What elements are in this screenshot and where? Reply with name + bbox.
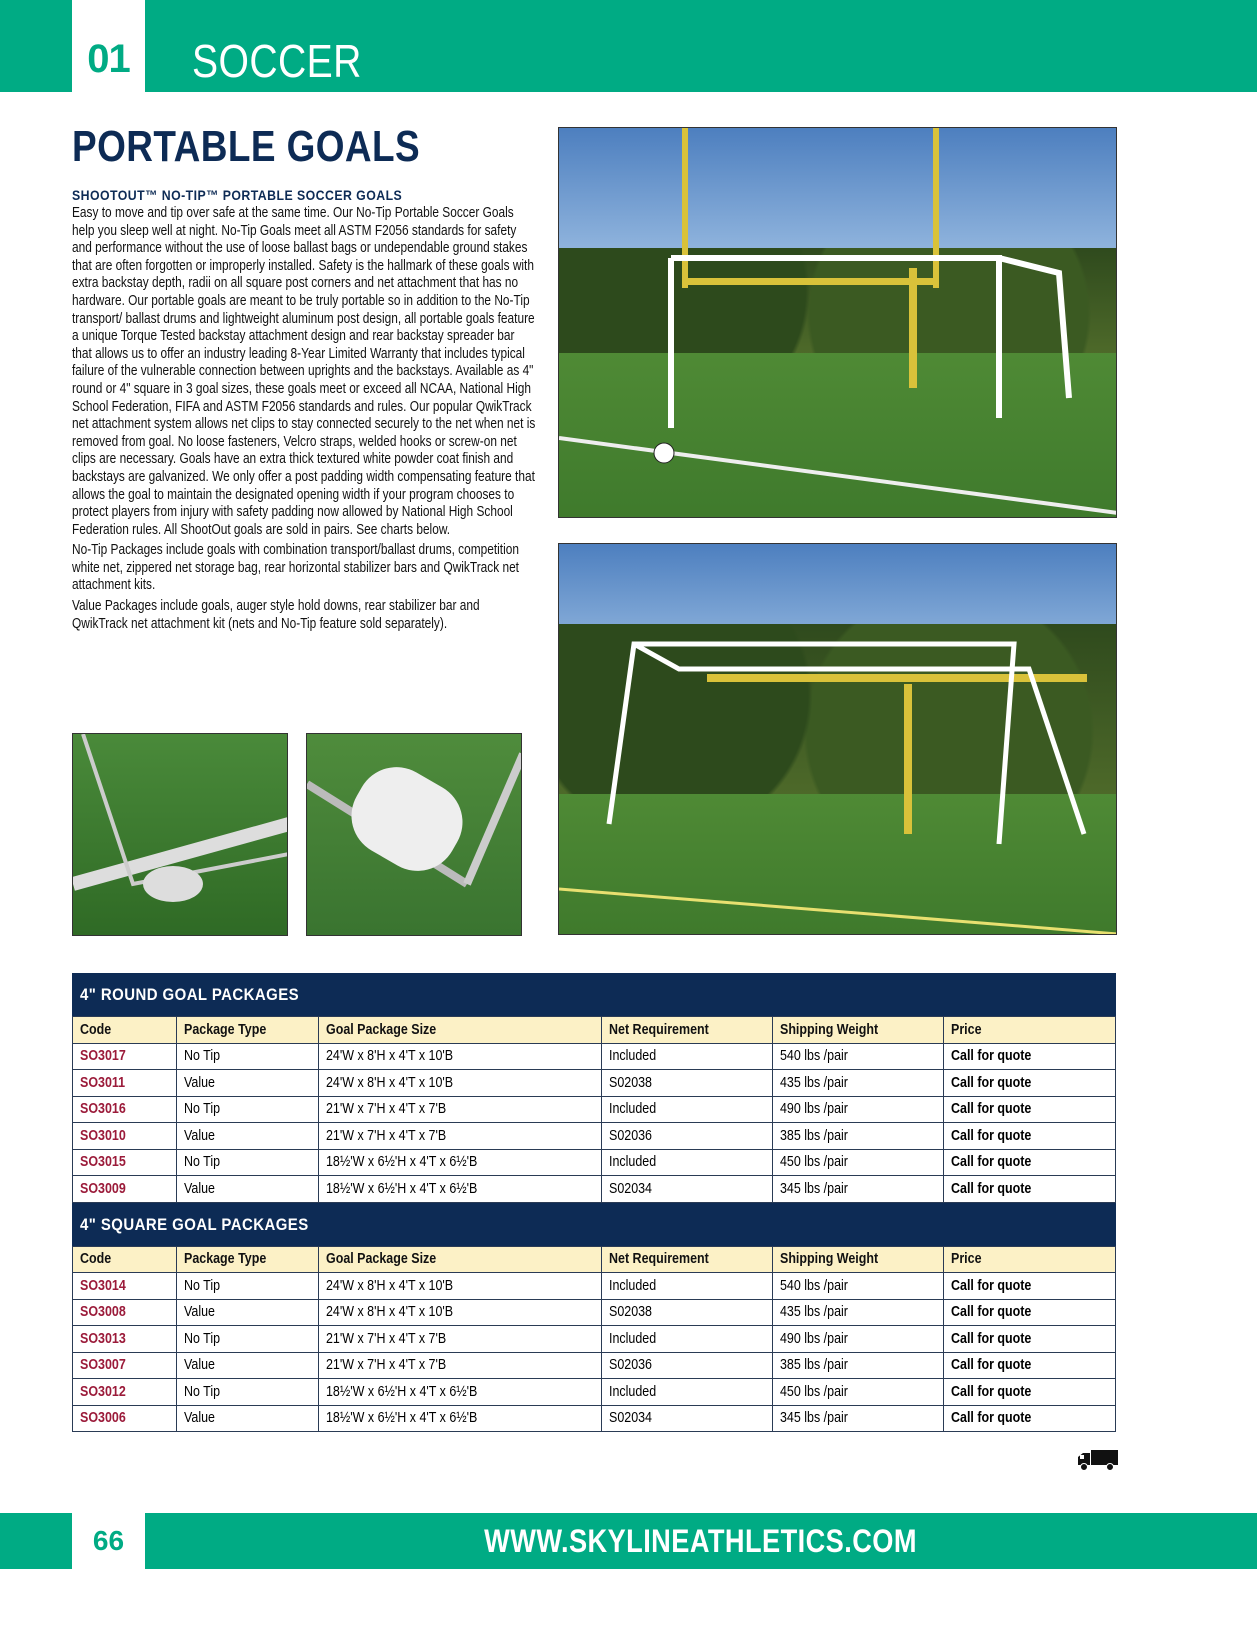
website-url[interactable]: WWW.SKYLINEATHLETICS.COM xyxy=(145,1513,1257,1569)
code-cell: SO3008 xyxy=(73,1299,177,1326)
table-row xyxy=(73,1405,1116,1432)
package-type-cell: No Tip xyxy=(176,1326,318,1353)
package-type-cell: Value xyxy=(176,1070,318,1097)
package-type-cell: Value xyxy=(176,1299,318,1326)
page-title: PORTABLE GOALS xyxy=(72,122,421,171)
page-number: 66 xyxy=(92,1525,125,1556)
package-type-cell: No Tip xyxy=(176,1043,318,1070)
goal-size-cell: 21'W x 7'H x 4'T x 7'B xyxy=(318,1326,602,1353)
goal-size-cell: 24'W x 8'H x 4'T x 10'B xyxy=(318,1273,602,1300)
package-type-cell: No Tip xyxy=(176,1149,318,1176)
section-title: SOCCER xyxy=(192,35,362,87)
description-paragraph: Easy to move and tip over safe at the same time. Our No-Tip Portable Soccer Goals help you sleep well at night. No-Tip Goals meet all ASTM F2056 standards for safety and performance without the use of loose ballast bags or undependable ground stakes that are often forgotten or improperly installed. Safety is the hallmark of these goals with extra backstay depth, radii on all square post corners and net attachment that has no hardware. Our portable goals are meant to be truly portable so in addition to the No-Tip transport/ ballast drums and lightweight aluminum post design, all portable goals feature a unique Torque Tested backstay attachment design and rear backstay spreader bar that allows us to offer an industry leading 8-Year Limited Warranty that includes typical failure of the vulnerable connection between uprights and the backstays. Available as 4" round or 4" square in 3 goal sizes, these goals meet or exceed all NCAA, National High School Federation, FIFA and ASTM F2056 standards and rules. Our popular QwikTrack net attachment system allows net clips to stay connected securely to the net when net is removed from goal. No loose fasteners, Velcro straps, welded hooks or screw-on net clips are necessary. Goals have an extra thick textured white powder coat finish and backstays are galvanized. We only offer a post padding width compensating feature that allows the goal to maintain the designated opening width if your program chooses to protect players from injury with safety padding now allowed by National High School Federation rules. All ShootOut goals are sold in pairs. See charts below. xyxy=(72,205,536,538)
table-row xyxy=(73,1043,1116,1070)
shipping-weight-cell: 450 lbs /pair xyxy=(773,1379,944,1406)
net-detail-photo xyxy=(72,733,288,936)
shipping-weight-cell: 490 lbs /pair xyxy=(773,1326,944,1353)
column-header: Net Requirement xyxy=(602,1017,773,1044)
code-cell: SO3012 xyxy=(73,1379,177,1406)
code-cell: SO3010 xyxy=(73,1123,177,1150)
goal-packages-tables xyxy=(72,973,1116,1432)
goal-size-cell: 18½'W x 6½'H x 4'T x 6½'B xyxy=(318,1379,602,1406)
price-cell: Call for quote xyxy=(944,1379,1116,1406)
shipping-weight-cell: 490 lbs /pair xyxy=(773,1096,944,1123)
header-left-block xyxy=(0,0,72,92)
goal-size-cell: 18½'W x 6½'H x 4'T x 6½'B xyxy=(318,1405,602,1432)
package-type-cell: Value xyxy=(176,1405,318,1432)
code-cell: SO3009 xyxy=(73,1176,177,1203)
goal-size-cell: 18½'W x 6½'H x 4'T x 6½'B xyxy=(318,1149,602,1176)
code-cell: SO3014 xyxy=(73,1273,177,1300)
net-requirement-cell: S02038 xyxy=(602,1299,773,1326)
code-cell: SO3016 xyxy=(73,1096,177,1123)
table-row xyxy=(73,1123,1116,1150)
price-cell: Call for quote xyxy=(944,1070,1116,1097)
price-cell: Call for quote xyxy=(944,1299,1116,1326)
square-goal-table xyxy=(72,1246,1116,1433)
net-requirement-cell: Included xyxy=(602,1379,773,1406)
net-requirement-cell: Included xyxy=(602,1096,773,1123)
price-cell: Call for quote xyxy=(944,1096,1116,1123)
ballast-drum-photo xyxy=(306,733,522,936)
column-header: Goal Package Size xyxy=(318,1017,602,1044)
net-requirement-cell: Included xyxy=(602,1273,773,1300)
package-type-cell: No Tip xyxy=(176,1096,318,1123)
column-header: Code xyxy=(73,1246,177,1273)
net-requirement-cell: S02036 xyxy=(602,1352,773,1379)
net-requirement-cell: S02034 xyxy=(602,1405,773,1432)
shipping-weight-cell: 540 lbs /pair xyxy=(773,1273,944,1300)
square-table-title: 4" SQUARE GOAL PACKAGES xyxy=(72,1203,1116,1246)
goal-action-photo xyxy=(558,127,1117,518)
column-header: Price xyxy=(944,1017,1116,1044)
net-requirement-cell: S02034 xyxy=(602,1176,773,1203)
column-header: Shipping Weight xyxy=(773,1246,944,1273)
table-row xyxy=(73,1352,1116,1379)
table-row xyxy=(73,1273,1116,1300)
description-paragraph: No-Tip Packages include goals with combination transport/ballast drums, competition white net, zippered net storage bag, rear horizontal stabilizer bars and QwikTrack net attachment kits. xyxy=(72,542,519,594)
column-header: Package Type xyxy=(176,1246,318,1273)
table-row xyxy=(73,1326,1116,1353)
price-cell: Call for quote xyxy=(944,1352,1116,1379)
description-paragraph: Value Packages include goals, auger style hold downs, rear stabilizer bar and QwikTrack net attachment kit (nets and No-Tip feature sold separately). xyxy=(72,598,480,632)
goal-size-cell: 21'W x 7'H x 4'T x 7'B xyxy=(318,1352,602,1379)
product-description xyxy=(72,205,535,636)
price-cell: Call for quote xyxy=(944,1326,1116,1353)
shipping-weight-cell: 435 lbs /pair xyxy=(773,1299,944,1326)
shipping-weight-cell: 385 lbs /pair xyxy=(773,1352,944,1379)
shipping-weight-cell: 345 lbs /pair xyxy=(773,1405,944,1432)
net-requirement-cell: S02038 xyxy=(602,1070,773,1097)
shipping-weight-cell: 450 lbs /pair xyxy=(773,1149,944,1176)
code-cell: SO3013 xyxy=(73,1326,177,1353)
code-cell: SO3011 xyxy=(73,1070,177,1097)
table-row xyxy=(73,1299,1116,1326)
code-cell: SO3007 xyxy=(73,1352,177,1379)
package-type-cell: No Tip xyxy=(176,1379,318,1406)
net-requirement-cell: Included xyxy=(602,1149,773,1176)
table-row xyxy=(73,1176,1116,1203)
package-type-cell: Value xyxy=(176,1123,318,1150)
product-subtitle: SHOOTOUT™ NO-TIP™ PORTABLE SOCCER GOALS xyxy=(72,187,403,203)
price-cell: Call for quote xyxy=(944,1273,1116,1300)
shipping-weight-cell: 345 lbs /pair xyxy=(773,1176,944,1203)
goal-size-cell: 24'W x 8'H x 4'T x 10'B xyxy=(318,1299,602,1326)
code-cell: SO3015 xyxy=(73,1149,177,1176)
truck-icon xyxy=(1077,1448,1119,1477)
column-header: Code xyxy=(73,1017,177,1044)
table-row xyxy=(73,1070,1116,1097)
table-header-row xyxy=(73,1246,1116,1273)
package-type-cell: No Tip xyxy=(176,1273,318,1300)
goal-size-cell: 21'W x 7'H x 4'T x 7'B xyxy=(318,1096,602,1123)
code-cell: SO3006 xyxy=(73,1405,177,1432)
shipping-weight-cell: 435 lbs /pair xyxy=(773,1070,944,1097)
package-type-cell: Value xyxy=(176,1352,318,1379)
table-header-row xyxy=(73,1017,1116,1044)
column-header: Package Type xyxy=(176,1017,318,1044)
column-header: Net Requirement xyxy=(602,1246,773,1273)
net-requirement-cell: S02036 xyxy=(602,1123,773,1150)
code-cell: SO3017 xyxy=(73,1043,177,1070)
round-goal-table xyxy=(72,1016,1116,1203)
goal-size-cell: 18½'W x 6½'H x 4'T x 6½'B xyxy=(318,1176,602,1203)
price-cell: Call for quote xyxy=(944,1123,1116,1150)
net-requirement-cell: Included xyxy=(602,1043,773,1070)
table-row xyxy=(73,1379,1116,1406)
goal-size-cell: 21'W x 7'H x 4'T x 7'B xyxy=(318,1123,602,1150)
column-header: Price xyxy=(944,1246,1116,1273)
price-cell: Call for quote xyxy=(944,1043,1116,1070)
shipping-weight-cell: 385 lbs /pair xyxy=(773,1123,944,1150)
round-table-title: 4" ROUND GOAL PACKAGES xyxy=(72,973,1116,1016)
net-requirement-cell: Included xyxy=(602,1326,773,1353)
price-cell: Call for quote xyxy=(944,1405,1116,1432)
section-number: 01 xyxy=(87,37,130,81)
shipping-weight-cell: 540 lbs /pair xyxy=(773,1043,944,1070)
goal-players-photo xyxy=(558,543,1117,935)
goal-size-cell: 24'W x 8'H x 4'T x 10'B xyxy=(318,1070,602,1097)
goal-size-cell: 24'W x 8'H x 4'T x 10'B xyxy=(318,1043,602,1070)
table-row xyxy=(73,1096,1116,1123)
price-cell: Call for quote xyxy=(944,1149,1116,1176)
price-cell: Call for quote xyxy=(944,1176,1116,1203)
table-row xyxy=(73,1149,1116,1176)
package-type-cell: Value xyxy=(176,1176,318,1203)
column-header: Shipping Weight xyxy=(773,1017,944,1044)
column-header: Goal Package Size xyxy=(318,1246,602,1273)
footer-left-block xyxy=(0,1513,72,1569)
